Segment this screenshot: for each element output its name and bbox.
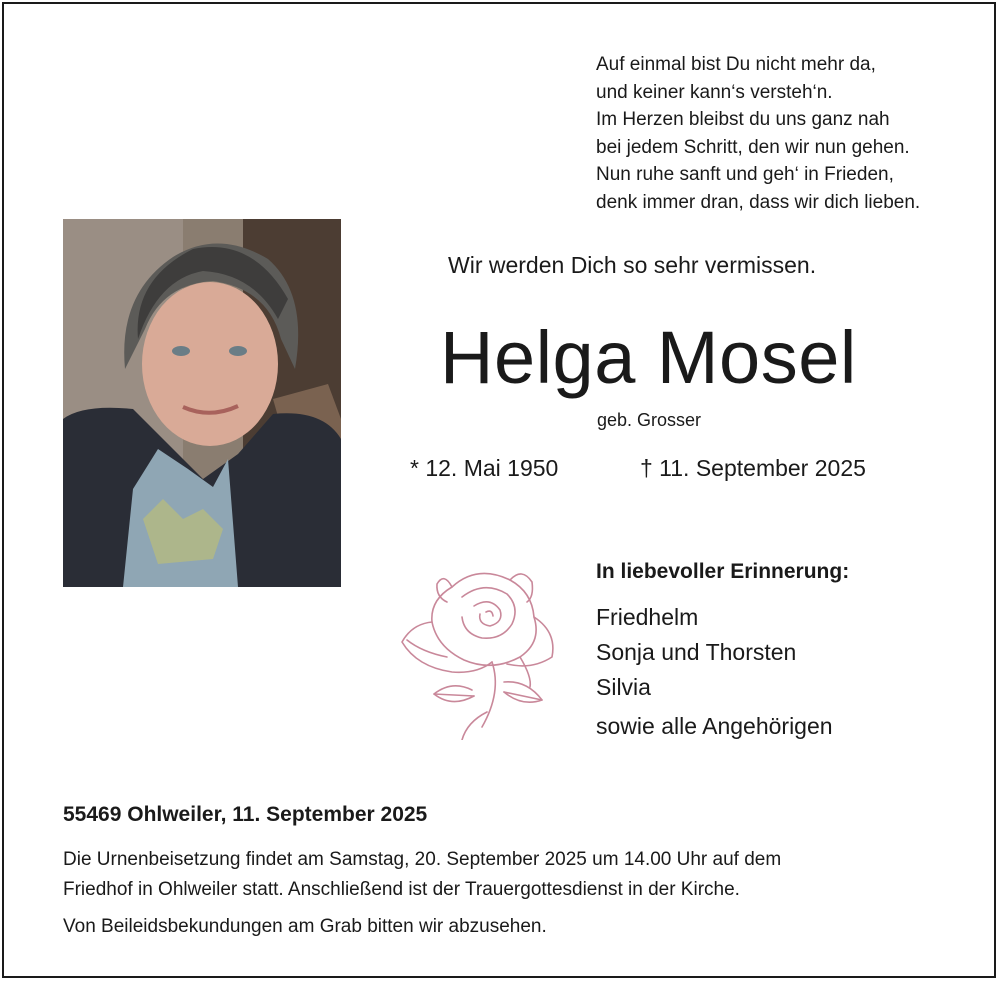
poem-line: Auf einmal bist Du nicht mehr da, <box>596 54 876 75</box>
rose-icon <box>392 562 572 740</box>
mourner-name: Sonja und Thorsten <box>596 639 797 665</box>
burial-info <box>63 845 781 905</box>
mourner-name: Friedhelm <box>596 604 699 630</box>
poem <box>596 51 920 216</box>
poem-line: Nun ruhe sanft und geh‘ in Frieden, <box>596 164 894 185</box>
poem-line: und keiner kann‘s versteh‘n. <box>596 81 833 103</box>
miss-line: Wir werden Dich so sehr vermissen. <box>448 252 817 278</box>
condolence-note: Von Beileidsbekundungen am Grab bitten wir abzusehen. <box>63 916 547 937</box>
relatives-line: sowie alle Angehörigen <box>596 713 833 739</box>
birth-date: * 12. Mai 1950 <box>410 455 559 481</box>
maiden-name: geb. Grosser <box>597 410 702 430</box>
burial-line: Friedhof in Ohlweiler statt. Anschließend ist der Trauergottesdienst in der Kirche. <box>63 879 740 900</box>
portrait-photo <box>63 219 341 587</box>
deceased-name: Helga Mosel <box>440 316 857 399</box>
death-date: † 11. September 2025 <box>640 455 866 481</box>
poem-line: Im Herzen bleibst du uns ganz nah <box>596 109 890 130</box>
memory-heading: In liebevoller Erinnerung: <box>596 560 850 583</box>
place-date: 55469 Ohlweiler, 11. September 2025 <box>63 803 428 826</box>
mourner-name: Silvia <box>596 674 651 700</box>
poem-line: denk immer dran, dass wir dich lieben. <box>596 191 921 213</box>
poem-line: bei jedem Schritt, den wir nun gehen. <box>596 136 910 158</box>
burial-line: Die Urnenbeisetzung findet am Samstag, 20. September 2025 um 14.00 Uhr auf dem <box>63 849 782 870</box>
mourner-list <box>596 600 796 705</box>
